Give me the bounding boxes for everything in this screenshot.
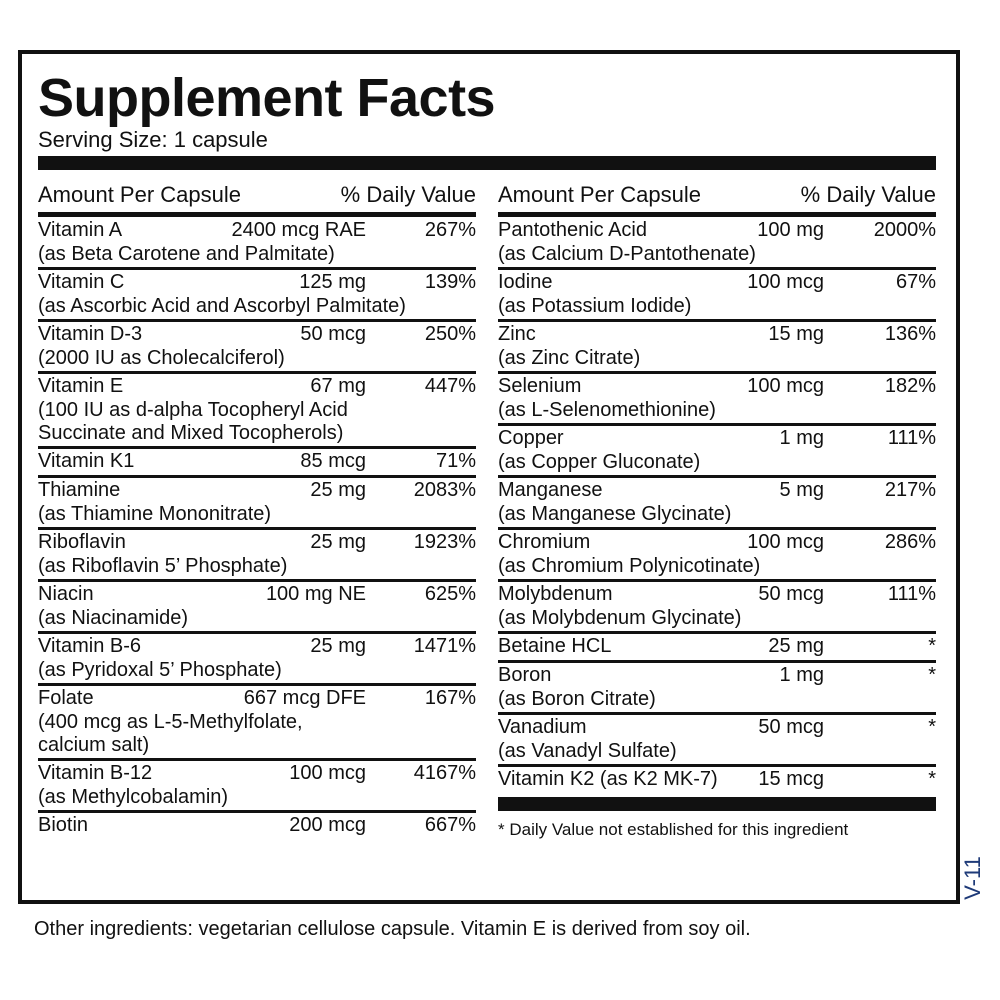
nutrient-main-line (38, 375, 476, 399)
nutrient-row (498, 764, 936, 793)
nutrient-main-line (498, 219, 936, 243)
nutrient-amount: 15 mg (768, 323, 824, 345)
nutrient-source: (as Boron Citrate) (498, 688, 656, 710)
nutrient-source: (as Copper Gluconate) (498, 451, 701, 473)
nutrient-row (498, 579, 936, 631)
nutrient-source: (as Vanadyl Sulfate) (498, 740, 677, 762)
nutrient-main-line (38, 762, 476, 786)
nutrient-row (38, 446, 476, 475)
nutrient-main-line (38, 635, 476, 659)
nutrient-daily-value: 67% (895, 271, 936, 293)
nutrient-source: (as Manganese Glycinate) (498, 503, 732, 525)
nutrient-row (38, 267, 476, 319)
nutrient-main-line (498, 716, 936, 740)
nutrient-daily-value: 2000% (873, 219, 936, 241)
left-nutrient-list (38, 219, 476, 839)
nutrient-row (498, 631, 936, 660)
nutrient-row (38, 810, 476, 839)
daily-value-header: % Daily Value (800, 182, 936, 207)
nutrient-name: Niacin (38, 583, 94, 605)
nutrient-main-line (498, 635, 936, 659)
other-ingredients: Other ingredients: vegetarian cellulose capsule. Vitamin E is derived from soy oil. (34, 918, 751, 940)
nutrient-row (498, 660, 936, 712)
nutrient-source: (as Beta Carotene and Palmitate) (38, 243, 335, 265)
nutrient-row (498, 475, 936, 527)
nutrient-amount: 100 mcg (747, 375, 824, 397)
nutrient-amount: 25 mg (310, 531, 366, 553)
nutrient-daily-value: 217% (884, 479, 936, 501)
nutrient-name: Vitamin C (38, 271, 125, 293)
nutrient-source: (as Calcium D-Pantothenate) (498, 243, 756, 265)
nutrient-row (498, 219, 936, 267)
panel-title: Supplement Facts (38, 68, 496, 128)
nutrient-row (38, 579, 476, 631)
nutrient-row (498, 371, 936, 423)
nutrient-name: Betaine HCL (498, 635, 612, 657)
nutrient-name: Vitamin K1 (38, 450, 135, 472)
nutrient-main-line (38, 271, 476, 295)
bottom-thick-rule (498, 797, 936, 811)
nutrient-amount: 125 mg (299, 271, 366, 293)
nutrient-main-line (38, 814, 476, 838)
nutrient-source: (as Pyridoxal 5’ Phosphate) (38, 659, 282, 681)
nutrient-amount: 50 mcg (758, 583, 824, 605)
nutrient-name: Vitamin B-12 (38, 762, 153, 784)
nutrient-row (38, 219, 476, 267)
nutrient-main-line (498, 583, 936, 607)
nutrient-source: (as Chromium Polynicotinate) (498, 555, 761, 577)
version-code-wrap (955, 848, 991, 908)
nutrient-name: Zinc (498, 323, 536, 345)
nutrient-daily-value: 250% (424, 323, 476, 345)
nutrient-name: Iodine (498, 271, 553, 293)
nutrient-name: Copper (498, 427, 564, 449)
nutrient-name: Molybdenum (498, 583, 613, 605)
nutrient-main-line (498, 427, 936, 451)
nutrient-amount: 200 mcg (289, 814, 366, 836)
nutrient-source: (100 IU as d-alpha Tocopheryl Acid (38, 399, 348, 421)
nutrient-daily-value: * (928, 716, 936, 738)
nutrient-daily-value: 267% (424, 219, 476, 241)
nutrient-source: (as Methylcobalamin) (38, 786, 229, 808)
nutrient-source: (as Molybdenum Glycinate) (498, 607, 742, 629)
nutrient-row (38, 371, 476, 446)
nutrient-amount: 25 mg (310, 479, 366, 501)
nutrient-daily-value: 71% (435, 450, 476, 472)
nutrient-amount: 5 mg (779, 479, 824, 501)
nutrient-name: Thiamine (38, 479, 121, 501)
nutrient-row (498, 527, 936, 579)
nutrient-source: Succinate and Mixed Tocopherols) (38, 422, 344, 444)
nutrient-main-line (38, 323, 476, 347)
nutrient-amount: 67 mg (310, 375, 366, 397)
nutrient-daily-value: * (928, 664, 936, 686)
nutrient-daily-value: 1471% (413, 635, 476, 657)
nutrient-daily-value: 4167% (413, 762, 476, 784)
nutrient-daily-value: 1923% (413, 531, 476, 553)
column-header (38, 178, 476, 212)
nutrient-name: Vitamin E (38, 375, 124, 397)
nutrient-amount: 100 mcg (289, 762, 366, 784)
right-nutrient-list (498, 219, 936, 793)
nutrient-main-line (38, 583, 476, 607)
nutrient-amount: 85 mcg (300, 450, 366, 472)
nutrient-amount: 1 mg (779, 664, 824, 686)
nutrient-amount: 25 mg (310, 635, 366, 657)
nutrient-main-line (38, 687, 476, 711)
supplement-facts-panel (18, 50, 960, 904)
nutrient-daily-value: 286% (884, 531, 936, 553)
nutrient-name: Vanadium (498, 716, 587, 738)
nutrient-name: Folate (38, 687, 94, 709)
nutrient-amount: 15 mcg (758, 768, 824, 790)
header-rule (38, 212, 476, 217)
nutrient-amount: 100 mg (757, 219, 824, 241)
daily-value-footnote: * Daily Value not established for this ingredient (498, 820, 849, 839)
nutrient-name: Biotin (38, 814, 89, 836)
column-header (498, 178, 936, 212)
nutrient-name: Boron (498, 664, 552, 686)
nutrient-main-line (38, 450, 476, 474)
nutrient-source: (as Potassium Iodide) (498, 295, 692, 317)
serving-size: Serving Size: 1 capsule (38, 127, 268, 152)
nutrient-main-line (498, 375, 936, 399)
nutrient-amount: 2400 mcg RAE (231, 219, 366, 241)
nutrient-source: (as Zinc Citrate) (498, 347, 641, 369)
nutrient-daily-value: 111% (887, 427, 936, 449)
nutrient-main-line (498, 768, 936, 792)
header-rule (498, 212, 936, 217)
version-code: V-11 (960, 856, 985, 900)
nutrient-row (38, 631, 476, 683)
nutrient-row (498, 319, 936, 371)
nutrient-name: Manganese (498, 479, 603, 501)
amount-header: Amount Per Capsule (38, 182, 241, 207)
nutrient-name: Chromium (498, 531, 591, 553)
nutrient-amount: 25 mg (768, 635, 824, 657)
nutrient-daily-value: 2083% (413, 479, 476, 501)
nutrient-name: Vitamin B-6 (38, 635, 142, 657)
nutrient-row (38, 683, 476, 758)
nutrient-source: (as Riboflavin 5’ Phosphate) (38, 555, 288, 577)
nutrient-name: Pantothenic Acid (498, 219, 647, 241)
nutrient-main-line (498, 664, 936, 688)
nutrient-source: (2000 IU as Cholecalciferol) (38, 347, 285, 369)
nutrient-row (38, 758, 476, 810)
nutrient-daily-value: 667% (424, 814, 476, 836)
right-column (498, 178, 936, 841)
amount-header: Amount Per Capsule (498, 182, 701, 207)
nutrient-daily-value: 625% (424, 583, 476, 605)
nutrient-amount: 100 mg NE (265, 583, 366, 605)
nutrient-daily-value: 139% (424, 271, 476, 293)
daily-value-header: % Daily Value (340, 182, 476, 207)
nutrient-daily-value: 111% (887, 583, 936, 605)
nutrient-main-line (38, 479, 476, 503)
nutrient-source: (400 mcg as L-5-Methylfolate, (38, 711, 303, 733)
nutrient-source: (as Niacinamide) (38, 607, 189, 629)
nutrient-daily-value: * (928, 635, 936, 657)
nutrient-amount: 100 mcg (747, 271, 824, 293)
nutrient-source: (as Thiamine Mononitrate) (38, 503, 272, 525)
nutrient-row (38, 475, 476, 527)
nutrient-main-line (498, 479, 936, 503)
nutrient-source: calcium salt) (38, 734, 150, 756)
nutrient-name: Vitamin K2 (as K2 MK-7) (498, 768, 718, 790)
left-column (38, 178, 476, 839)
nutrient-daily-value: 167% (424, 687, 476, 709)
nutrient-row (38, 527, 476, 579)
nutrient-main-line (498, 323, 936, 347)
top-thick-rule (38, 156, 936, 170)
nutrient-name: Riboflavin (38, 531, 126, 553)
nutrient-amount: 100 mcg (747, 531, 824, 553)
nutrient-amount: 1 mg (779, 427, 824, 449)
nutrient-name: Vitamin A (38, 219, 123, 241)
nutrient-main-line (498, 271, 936, 295)
nutrient-row (498, 423, 936, 475)
nutrient-daily-value: * (928, 768, 936, 790)
nutrient-daily-value: 182% (884, 375, 936, 397)
nutrient-row (38, 319, 476, 371)
nutrient-daily-value: 136% (884, 323, 936, 345)
nutrient-source: (as Ascorbic Acid and Ascorbyl Palmitate) (38, 295, 406, 317)
nutrient-source: (as L-Selenomethionine) (498, 399, 716, 421)
nutrient-row (498, 267, 936, 319)
nutrient-main-line (38, 531, 476, 555)
nutrient-amount: 667 mcg DFE (243, 687, 366, 709)
nutrient-main-line (38, 219, 476, 243)
nutrient-amount: 50 mcg (300, 323, 366, 345)
nutrient-name: Vitamin D-3 (38, 323, 143, 345)
nutrient-row (498, 712, 936, 764)
nutrient-amount: 50 mcg (758, 716, 824, 738)
nutrient-daily-value: 447% (424, 375, 476, 397)
nutrient-main-line (498, 531, 936, 555)
nutrient-name: Selenium (498, 375, 582, 397)
